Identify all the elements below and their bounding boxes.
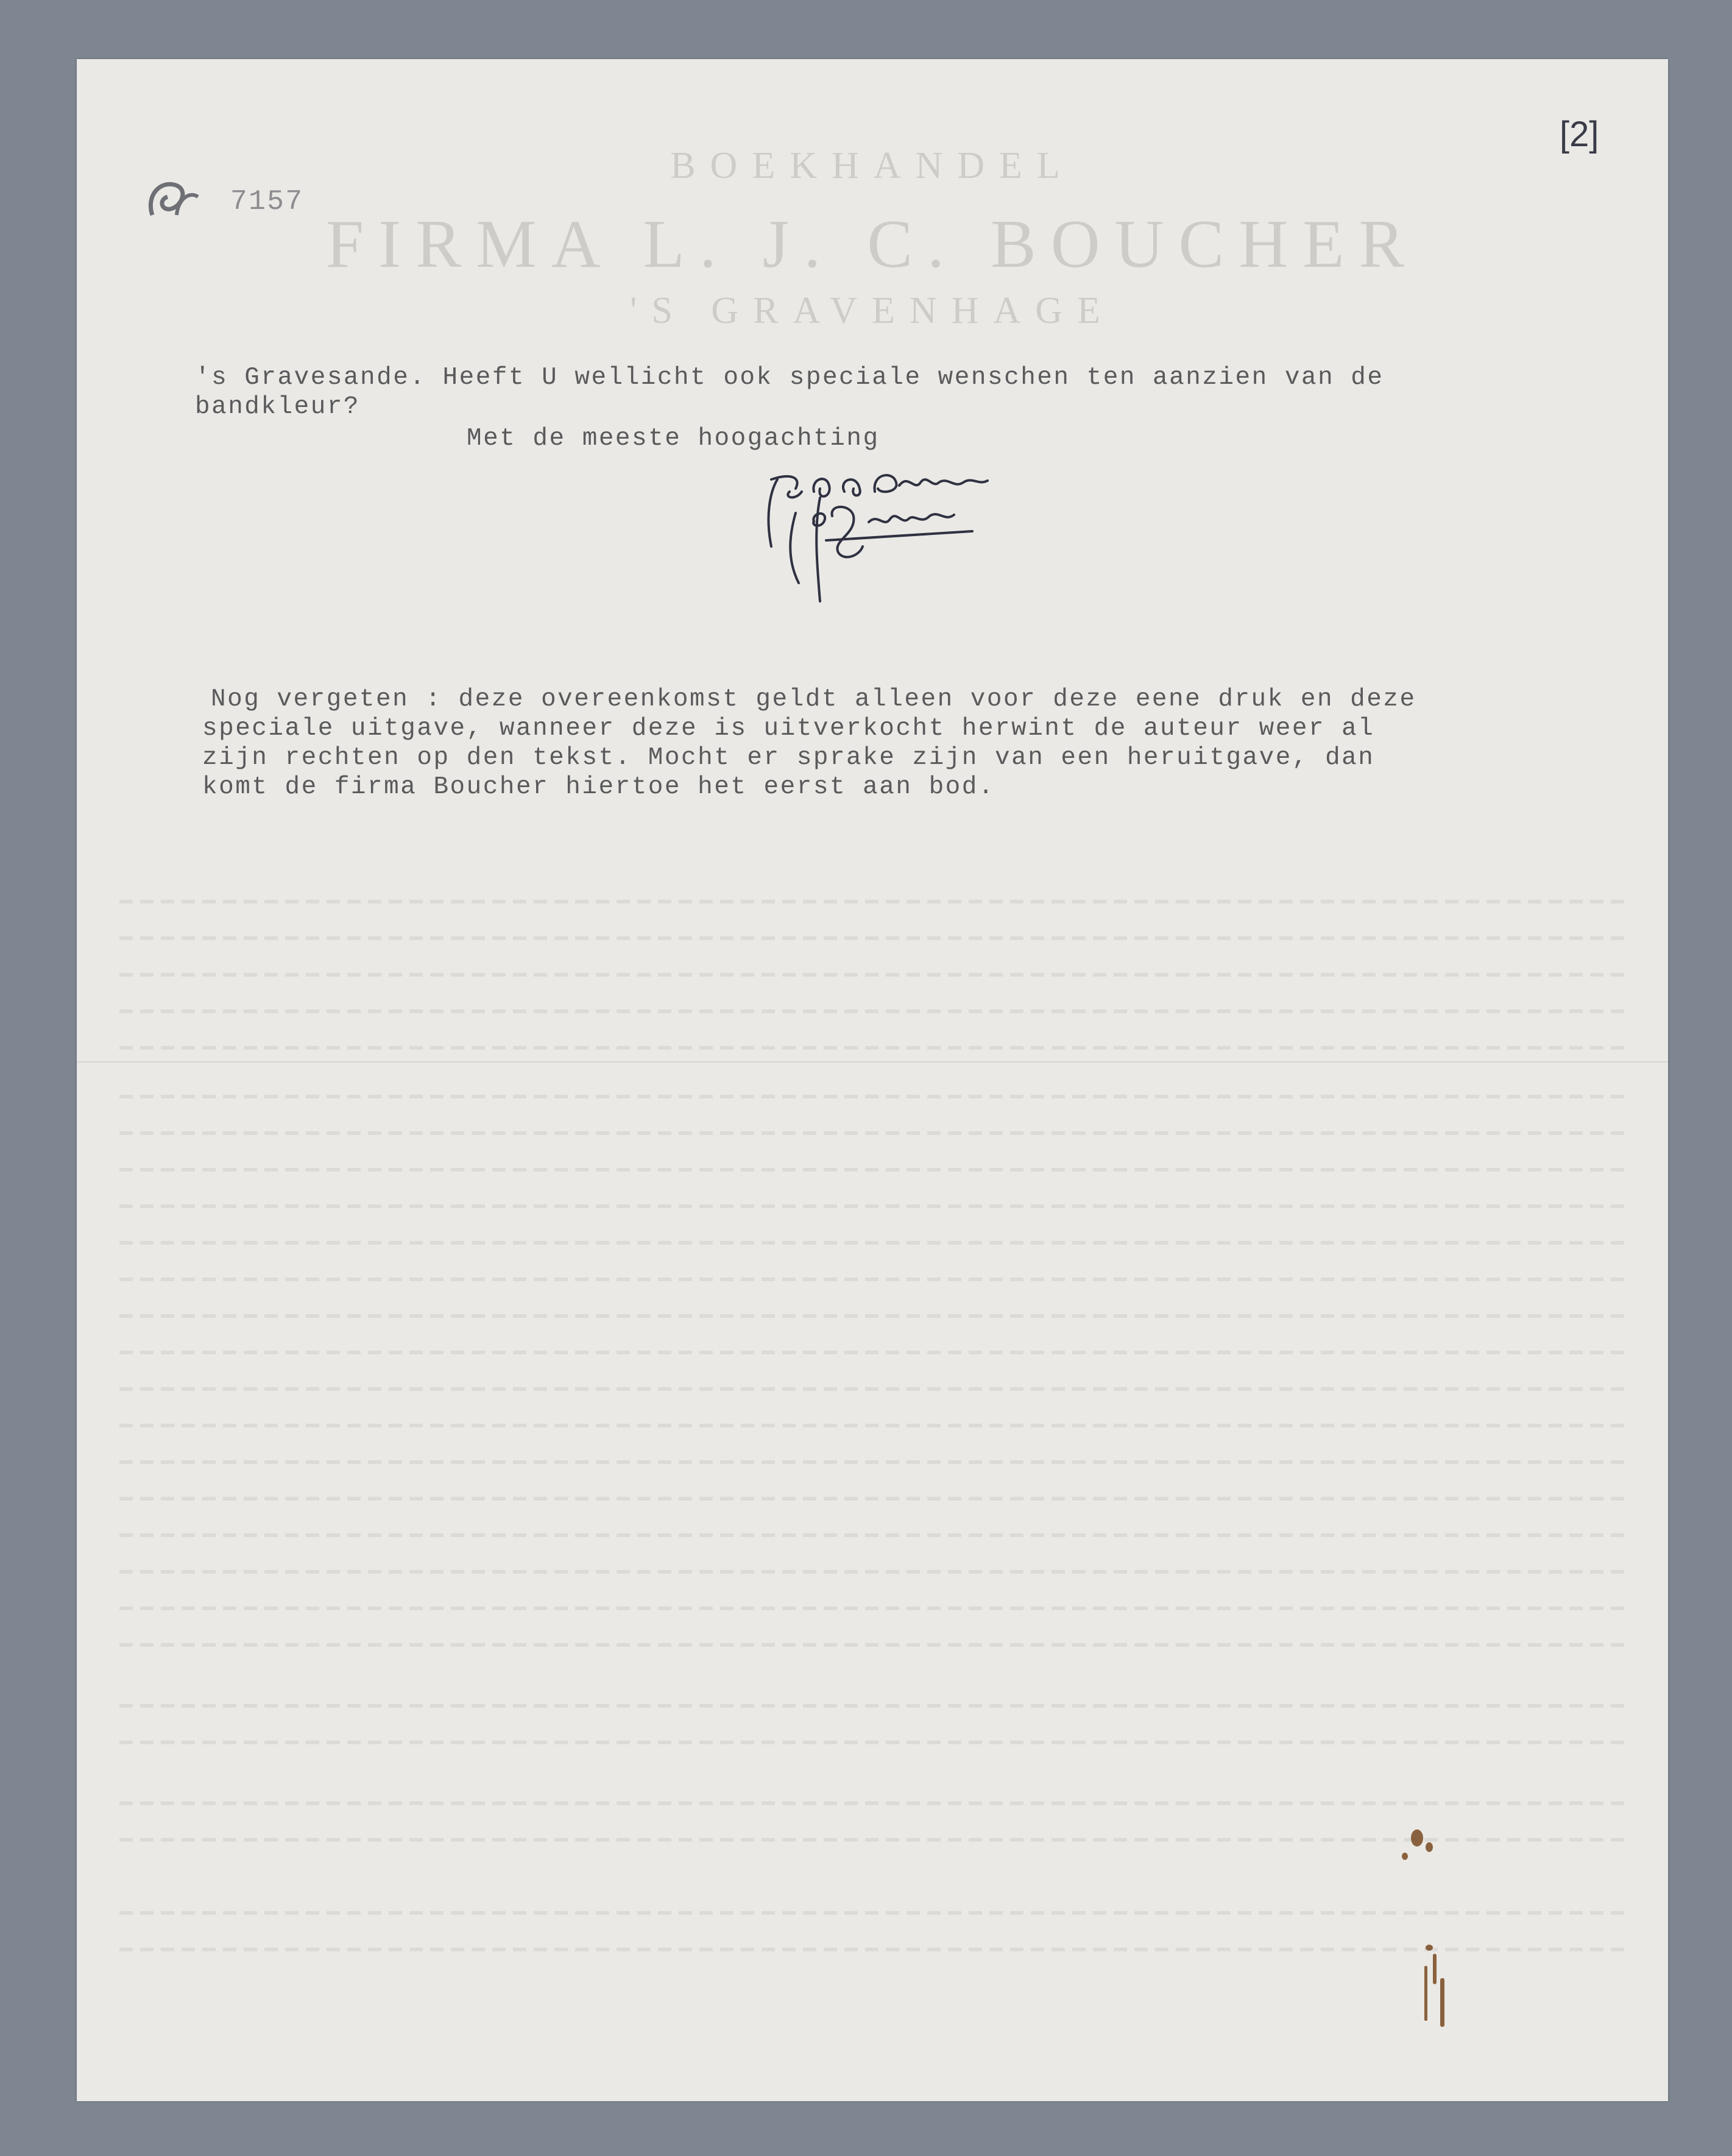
paper-fold [77, 1061, 1668, 1062]
page-marker: [2] [1560, 115, 1599, 154]
archive-stamp-icon [140, 172, 207, 227]
postscript-line: speciale uitgave, wanneer deze is uitverkocht herwint de auteur weer al [202, 715, 1375, 743]
show-through-text [119, 1131, 1625, 1135]
show-through-text [119, 1460, 1625, 1464]
body-line: bandkleur? [195, 393, 361, 421]
archive-number: 7157 [230, 186, 304, 217]
show-through-text [119, 1704, 1625, 1708]
show-through-text [119, 1204, 1625, 1208]
show-through-text [119, 1497, 1625, 1500]
show-through-text [119, 1278, 1625, 1281]
body-line: 's Gravesande. Heeft U wellicht ook speciale wenschen ten aanzien van de [195, 364, 1384, 392]
show-through-text [119, 1741, 1625, 1744]
rust-stain [1380, 1820, 1490, 2051]
show-through-text [119, 1095, 1625, 1098]
signature-image [753, 455, 1094, 626]
postscript-line: Nog vergeten : deze overeenkomst geldt alleen voor deze eene druk en deze [211, 685, 1416, 713]
show-through-text [119, 1533, 1625, 1537]
show-through-text [119, 1801, 1625, 1805]
show-through-text [119, 1424, 1625, 1427]
show-through-text [119, 1009, 1625, 1013]
show-through-text [119, 1570, 1625, 1574]
show-through-text [119, 1314, 1625, 1318]
letterhead-show-through-line2: FIRMA L. J. C. BOUCHER [325, 207, 1419, 282]
show-through-text [119, 1168, 1625, 1172]
postscript-line: zijn rechten op den tekst. Mocht er sprake zijn van een heruitgave, dan [202, 744, 1375, 772]
show-through-text [119, 1241, 1625, 1245]
show-through-text [119, 1046, 1625, 1050]
show-through-text [119, 936, 1625, 940]
show-through-text [119, 900, 1625, 903]
show-through-text [119, 1351, 1625, 1354]
show-through-text [119, 1606, 1625, 1610]
closing-salutation: Met de meeste hoogachting [467, 425, 880, 453]
letter-page [77, 59, 1668, 2101]
letterhead-show-through-line1: BOEKHANDEL [670, 145, 1075, 186]
postscript-line: komt de firma Boucher hiertoe het eerst aan bod. [202, 773, 995, 801]
show-through-text [119, 973, 1625, 977]
show-through-text [119, 1643, 1625, 1647]
show-through-text [119, 1387, 1625, 1391]
letterhead-show-through-line3: 'S GRAVENHAGE [630, 290, 1115, 331]
